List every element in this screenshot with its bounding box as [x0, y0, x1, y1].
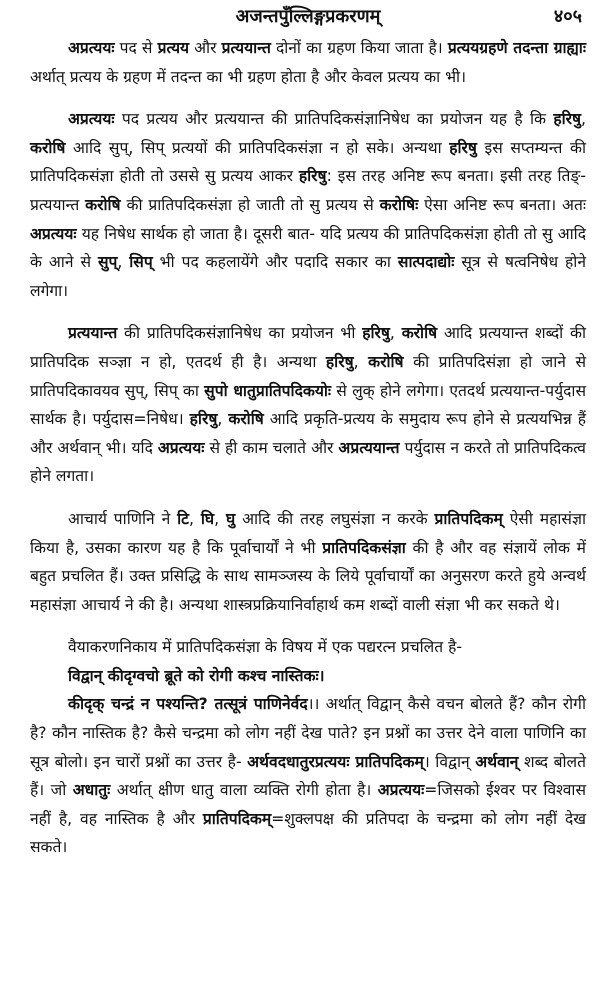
- bold-term: अप्रत्ययान्त: [338, 438, 400, 457]
- bold-term: प्रातिपदिकम्: [202, 809, 272, 828]
- bold-term: प्रत्ययान्त: [68, 324, 118, 343]
- text-run: आदि प्रकृति-प्रत्यय के समुदाय रूप होने से प्रत्ययभिन्न हैं और अर्थवान् भी। यदि: [30, 410, 586, 457]
- text-run: की है और वह संज्ञायें लोक में बहुत प्रचलित हैं। उक्त प्रसिद्धि के साथ सामञ्जस्य के लिये पूर्वाचार्यों का अनुसरण करते हुये अन्वर्थ महासंज्ञा आचार्य ने की है। अन्यथा शास्त्रप्रक्रियानिर्वाहार्थ कम शब्दों वाली संज्ञा भी कर सकते थे।: [30, 538, 586, 614]
- bold-term: घु: [225, 509, 236, 528]
- text-run: अर्थात् क्षीण धातु वाला व्यक्ति रोगी होता है।: [110, 781, 378, 800]
- text-run: से लुक् होने लगेगा। एतदर्थ प्रत्ययान्त-पर्युदास सार्थक है। पर्युदास=निषेध।: [30, 381, 586, 429]
- text-run: ,: [389, 324, 402, 343]
- text-run: आदि सुप्, सिप् प्रत्ययों की प्रातिपदिकसंज्ञा न हो सके। अन्यथा: [65, 138, 450, 157]
- bold-term: अप्रत्ययः: [68, 39, 115, 57]
- text-run: आदि की तरह लघुसंज्ञा न करके: [235, 509, 435, 528]
- text-run: ,: [353, 352, 369, 371]
- text-run: यह निषेध सार्थक हो जाता है। दूसरी बात- यदि प्रत्यय की प्रातिपदिकसंज्ञा होती तो सु आदि के आने से: [30, 224, 586, 272]
- text-run: ऐसा अनिष्ट रूप बनता। अतः: [418, 195, 587, 214]
- bold-term: अर्थवान्: [475, 752, 519, 771]
- bold-term: अप्रत्ययः: [68, 110, 115, 129]
- text-run: ,: [581, 110, 586, 129]
- bold-term: सुपो धातुप्रातिपदिकयोः: [204, 381, 332, 400]
- bold-term: करोषि: [30, 138, 66, 157]
- text-run: : इस तरह अनिष्ट रूप बनता। इसी तरह तिङ्-प्रत्ययान्त: [30, 167, 586, 214]
- paragraph-4: [30, 505, 586, 619]
- text-run: । विद्वान्: [423, 752, 476, 771]
- bold-term: हरिषु: [362, 324, 390, 343]
- bold-term: करोषिः: [379, 195, 419, 214]
- verse-intro: वैयाकरणनिकाय में प्रातिपदिकसंज्ञा के विषय में एक पद्यरत्न प्रचलित है-: [68, 638, 462, 657]
- bold-term: घि: [200, 509, 215, 528]
- verse-line-1: विद्वान् कीदृग्वचो ब्रूते को रोगी कश्च नास्तिकः।: [68, 666, 325, 685]
- text-run: ,: [117, 253, 130, 272]
- verse-explanation: [30, 690, 586, 862]
- bold-term: टि: [177, 509, 190, 528]
- bold-term: अप्रत्ययः: [157, 438, 205, 457]
- page-number: ४०५: [553, 6, 582, 27]
- bold-term: हरिषु: [325, 352, 354, 371]
- bold-term: अधातुः: [72, 781, 111, 800]
- text-run: =जिसको ईश्वर पर विश्वास नहीं है, वह नास्तिक है और: [30, 781, 586, 828]
- body-text: [30, 34, 586, 862]
- bold-term: करोषि: [368, 352, 404, 371]
- bold-term: प्रत्ययग्रहणे तदन्ता ग्राह्याः: [447, 39, 587, 57]
- bold-term: सिप्: [129, 253, 153, 272]
- text-run: ऐसी महासंज्ञा किया है, उसका कारण यह है कि पूर्वाचार्यों ने भी: [30, 509, 586, 557]
- text-run: पद प्रत्यय और प्रत्ययान्त की प्रातिपदिकसंज्ञानिषेध का प्रयोजन यह है कि: [114, 110, 554, 129]
- page-header: [30, 0, 586, 34]
- text-run: भी पद कहलायेंगे और पदादि सकार का: [152, 253, 398, 272]
- text-run: पद से: [114, 39, 158, 57]
- bold-term: प्रत्यय: [157, 39, 190, 57]
- text-run: शब्द बोलते हैं। जो: [30, 752, 586, 800]
- bold-term: सुप्: [97, 253, 118, 272]
- bold-term: प्रत्ययान्त: [221, 39, 271, 57]
- bold-term: हरिषु: [553, 110, 582, 129]
- running-head-title: अजन्तपुँल्लिङ्गप्रकरणम्: [235, 6, 381, 27]
- text-run: ।। अर्थात् विद्वान् कैसे वचन बोलते हैं? कौन रोगी है? कौन नास्तिक है? कैसे चन्द्रमा को लोग नहीं देख पाते? इन प्रश्नों का उत्तर देने वाला पाणिनि का सूत्र बोलो। इन चारों प्रश्नों का उत्तर है-: [30, 695, 587, 771]
- paragraph-3: [30, 319, 586, 491]
- paragraph-2: [30, 105, 586, 305]
- text-run: ,: [217, 410, 229, 429]
- bold-term: हरिषु: [189, 410, 218, 429]
- bold-term: प्रातिपदिकसंज्ञा: [322, 538, 406, 557]
- text-run: आचार्य पाणिनि ने: [68, 509, 178, 528]
- text-run: पर्युदास न करते तो प्रातिपदिकत्व होने लगता।: [30, 438, 586, 486]
- bold-term: हरिषु: [449, 138, 477, 157]
- bold-term: अप्रत्ययः: [377, 781, 425, 800]
- text-run: अर्थात् प्रत्यय के ग्रहण में तदन्त का भी ग्रहण होता है और केवल प्रत्यय का भी।: [30, 67, 467, 86]
- text-run: की प्रातिपदिसंज्ञा हो जाने से प्रातिपदिकावयव सुप्, सिप् का: [30, 352, 586, 400]
- text-run: आदि प्रत्ययान्त शब्दों की प्रातिपदिक सञ्ज्ञा न हो, एतदर्थ ही है। अन्यथा: [30, 324, 586, 371]
- text-run: दोनों का ग्रहण किया जाता है।: [270, 39, 448, 57]
- bold-term: करोषि: [228, 410, 264, 429]
- paragraph-1: [30, 34, 586, 91]
- bold-term: अप्रत्ययः: [30, 224, 77, 243]
- text-run: की प्रातिपदिकसंज्ञा हो जाती तो सु प्रत्यय से: [120, 195, 380, 214]
- bold-term: सात्पदाद्योः: [397, 253, 455, 272]
- bold-term: प्रातिपदिकम्: [434, 509, 503, 528]
- text-run: ,: [189, 509, 201, 528]
- bold-term: करोषि: [401, 324, 438, 343]
- text-run: और: [189, 39, 222, 57]
- text-run: ,: [214, 509, 226, 528]
- bold-term: अर्थवदधातुरप्रत्ययः प्रातिपदिकम्: [247, 752, 424, 771]
- bold-term: कीदृक् चन्द्रं न पश्यन्ति? तत्सूत्रं पाणिनेर्वद: [68, 695, 308, 714]
- text-run: की प्रातिपदिकसंज्ञानिषेध का प्रयोजन भी: [117, 324, 363, 343]
- text-run: =शुक्लपक्ष की प्रतिपदा के चन्द्रमा को लोग नहीं देख सकते।: [30, 809, 586, 857]
- text-run: से ही काम चलाते और: [204, 438, 339, 457]
- bold-term: हरिषु: [298, 167, 327, 186]
- verse-section: [30, 633, 586, 862]
- bold-term: करोषि: [85, 195, 121, 214]
- text-run: सूत्र से षत्वनिषेध होने लगेगा।: [30, 253, 586, 300]
- text-run: इस सप्तम्यन्त की प्रातिपदिकसंज्ञा होती तो उससे सु प्रत्यय आकर: [30, 138, 586, 186]
